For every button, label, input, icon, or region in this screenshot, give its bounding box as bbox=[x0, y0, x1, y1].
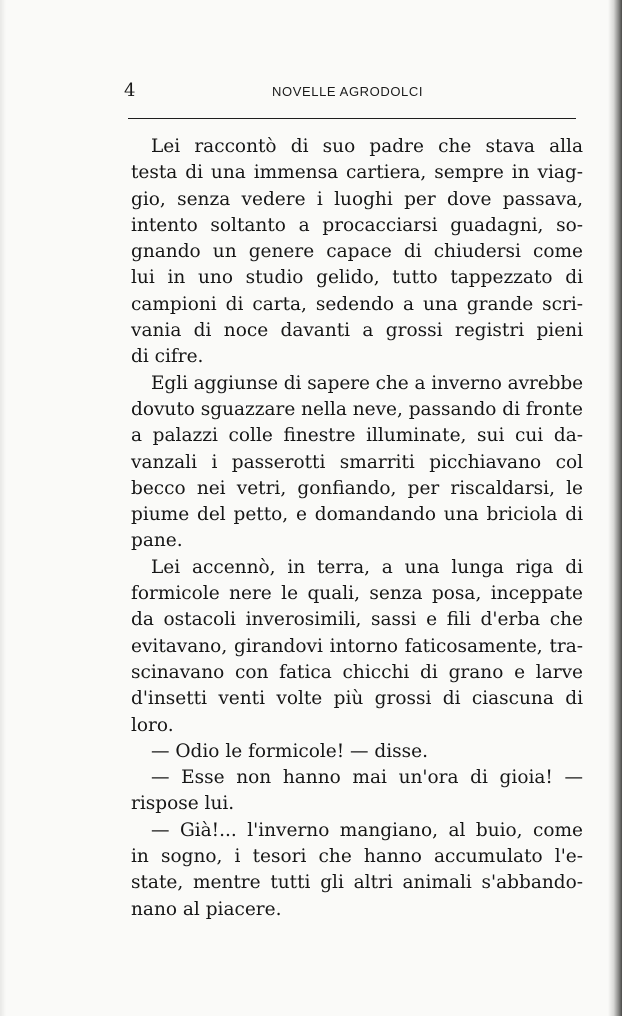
paragraph bbox=[131, 555, 583, 739]
text-line: in sogno, i tesori che hanno accumulato l'e- bbox=[131, 846, 583, 868]
text-line: testa di una immensa cartiera, sempre in viag- bbox=[131, 162, 583, 184]
text-line: gnando un genere capace di chiudersi come bbox=[131, 241, 583, 263]
text-line: Egli aggiunse di sapere che a inverno avrebbe bbox=[151, 372, 583, 394]
text-line: intento soltanto a procacciarsi guadagni, so- bbox=[131, 214, 583, 236]
text-line: da ostacoli inverosimili, sassi e fili d'erba che bbox=[131, 609, 583, 631]
body-text bbox=[131, 134, 583, 923]
text-line: Lei accennò, in terra, a una lunga riga di bbox=[151, 556, 583, 578]
page-header bbox=[124, 80, 576, 100]
page-number: 4 bbox=[124, 80, 136, 101]
book-spine-shadow bbox=[608, 0, 622, 1016]
running-title: NOVELLE AGRODOLCI bbox=[272, 84, 424, 99]
text-line: — Già!... l'inverno mangiano, al buio, come bbox=[151, 819, 583, 841]
paragraph bbox=[131, 371, 583, 555]
text-line: state, mentre tutti gli altri animali s'abbando- bbox=[131, 872, 583, 894]
text-line: pane. bbox=[131, 530, 183, 552]
text-line: evitavano, girandovi intorno faticosamente, tra- bbox=[131, 635, 583, 657]
text-line: loro. bbox=[131, 714, 174, 736]
text-line: campioni di carta, sedendo a una grande scri- bbox=[131, 293, 583, 315]
text-line: dovuto sguazzare nella neve, passando di fronte bbox=[131, 398, 583, 420]
paragraph bbox=[131, 739, 583, 765]
text-line: vania di noce davanti a grossi registri pieni bbox=[131, 320, 583, 342]
text-line: d'insetti venti volte più grossi di ciascuna di bbox=[131, 688, 583, 710]
text-line: nano al piacere. bbox=[131, 898, 282, 920]
paragraph bbox=[131, 765, 583, 818]
text-line: lui in uno studio gelido, tutto tappezzato di bbox=[131, 267, 583, 289]
text-line: Lei raccontò di suo padre che stava alla bbox=[151, 136, 583, 157]
text-line: — Esse non hanno mai un'ora di gioia! — bbox=[151, 767, 583, 789]
text-line: — Odio le formicole! — disse. bbox=[151, 740, 428, 762]
text-line: scinavano con fatica chicchi di grano e larve bbox=[131, 661, 583, 683]
text-line: a palazzi colle finestre illuminate, sui cui da- bbox=[131, 425, 583, 447]
text-line: vanzali i passerotti smarriti picchiavano col bbox=[131, 451, 583, 473]
text-line: gio, senza vedere i luoghi per dove passava, bbox=[131, 188, 583, 210]
paragraph bbox=[131, 818, 583, 923]
paragraph bbox=[131, 134, 583, 371]
text-line: piume del petto, e domandando una briciola di bbox=[131, 504, 583, 526]
text-line: becco nei vetri, gonfiando, per riscaldarsi, le bbox=[131, 477, 583, 499]
header-rule bbox=[128, 118, 576, 119]
page-left-edge bbox=[0, 0, 6, 1016]
text-line: rispose lui. bbox=[131, 793, 235, 815]
text-line: formicole nere le quali, senza posa, inceppate bbox=[131, 583, 583, 605]
text-line: di cifre. bbox=[131, 346, 204, 368]
